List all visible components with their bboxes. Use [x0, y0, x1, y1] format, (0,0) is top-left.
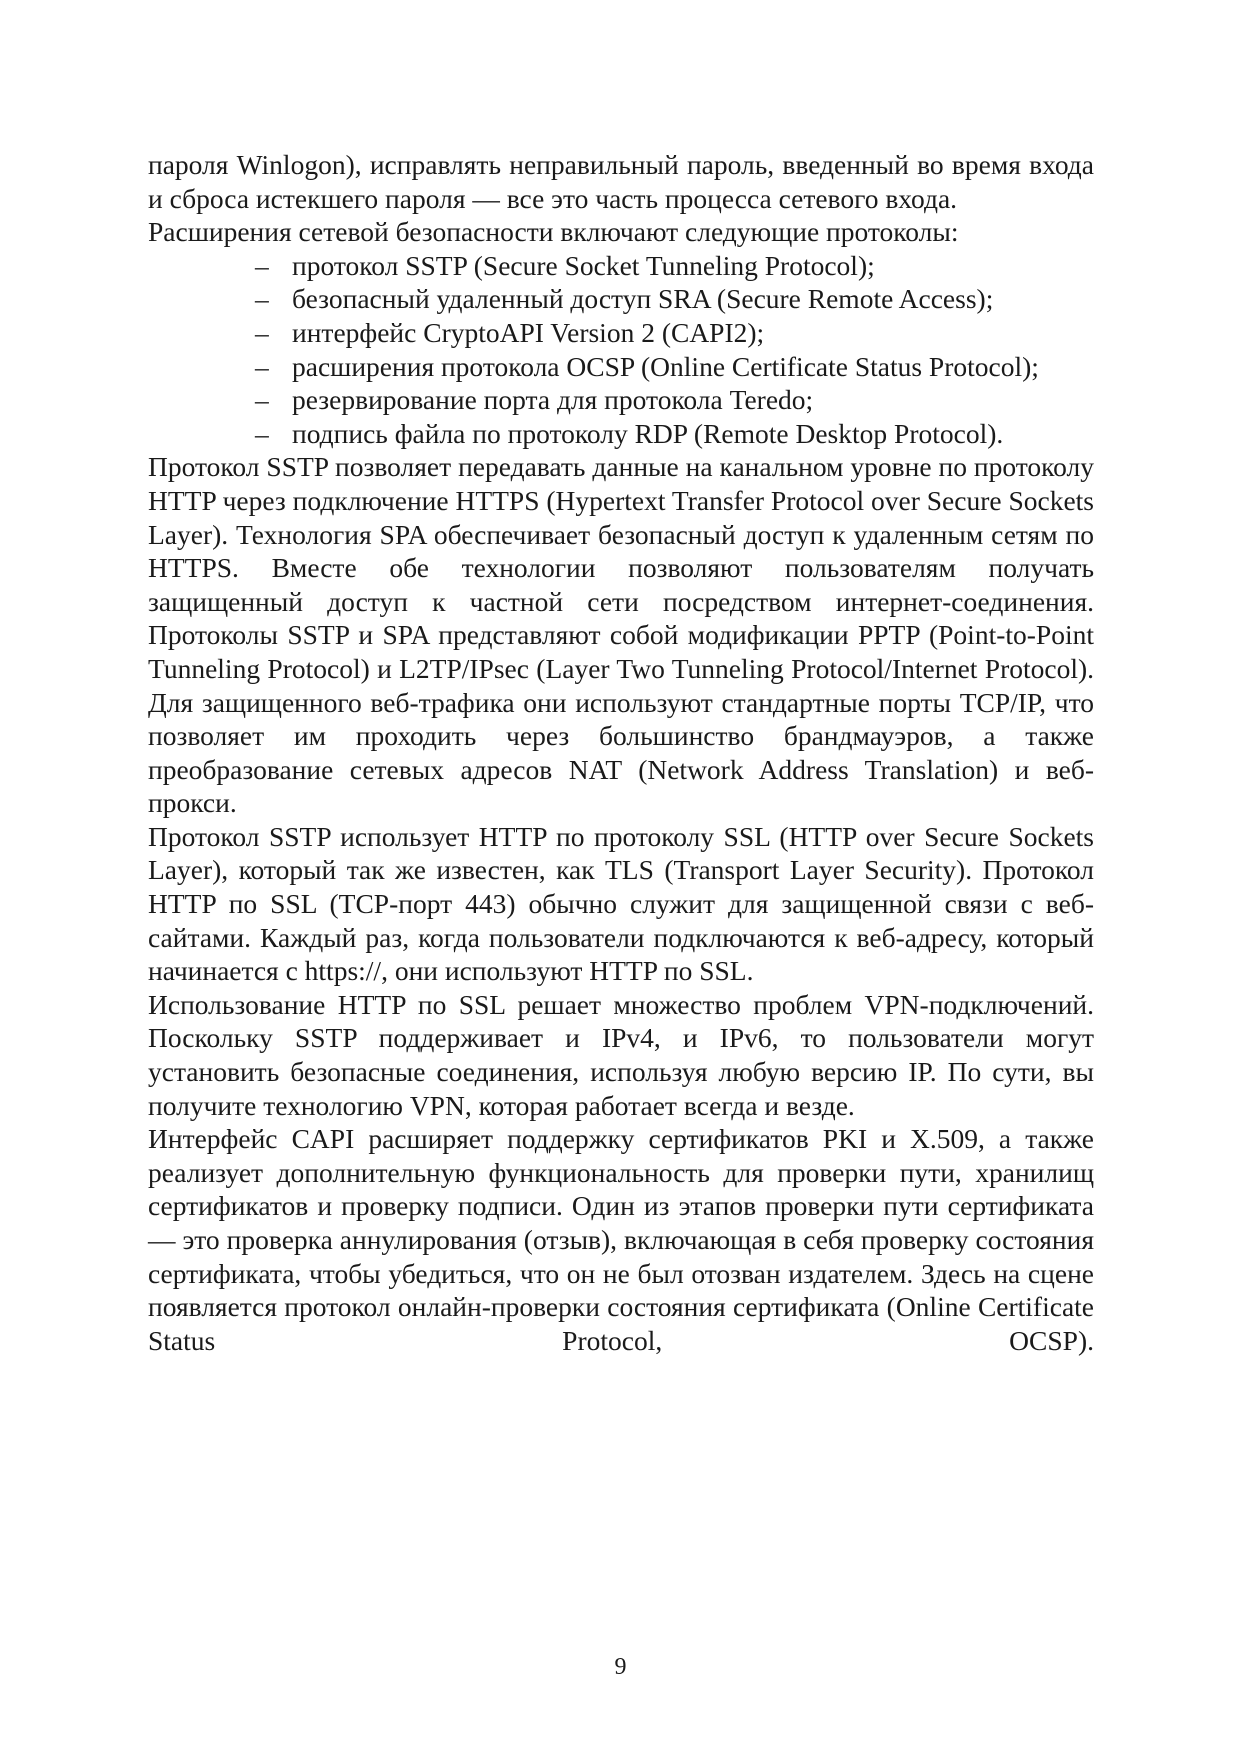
bullet-dash: – [255, 283, 269, 315]
paragraph-winlogon: пароля Winlogon), исправлять неправильный пароль, введенный во время входа и сброса истекшего пароля — все это часть процесса сетевого входа. [148, 149, 1094, 214]
list-item-text: подпись файла по протоколу RDP (Remote Desktop Protocol). [292, 417, 1004, 449]
list-item [255, 282, 1094, 316]
body-text [148, 148, 1094, 1357]
list-item-text: протокол SSTP (Secure Socket Tunneling Protocol); [292, 249, 875, 281]
list-item [255, 249, 1094, 283]
paragraph-sstp-ssl: Протокол SSTP использует HTTP по протоколу SSL (HTTP over Secure Sockets Layer), который так же известен, как TLS (Transport Layer Security). Протокол HTTP по SSL (TCP-порт 443) обычно служит для защищенной связи с веб-сайтами. Каждый раз, когда пользователи подключаются к веб-адресу, который начинается с https://, они используют HTTP по SSL. [148, 820, 1094, 987]
list-item [255, 417, 1094, 451]
bullet-dash: – [255, 384, 269, 416]
list-item [255, 316, 1094, 350]
bullet-dash: – [255, 249, 269, 281]
paragraph-sstp-overview: Протокол SSTP позволяет передавать данные на канальном уровне по протоколу HTTP через подключение HTTPS (Hypertext Transfer Protocol over Secure Sockets Layer). Технология SPA обеспечивает безопасный доступ к удаленным сетям по HTTPS. Вместе обе технологии позволяют пользователям получать защищенный доступ к частной сети посредством интернет-соединения. Протоколы SSTP и SPA представляют собой модификации PPTP (Point-to-Point Tunneling Protocol) и L2TP/IPsec (Layer Two Tunneling Protocol/Internet Protocol). Для защищенного веб-трафика они используют стандартные порты TCP/IP, что позволяет им проходить через большинство брандмауэров, а также преобразование сетевых адресов NAT (Network Address Translation) и веб-прокси. [148, 451, 1094, 819]
list-item-text: расширения протокола OCSP (Online Certificate Status Protocol); [292, 350, 1039, 382]
bullet-dash: – [255, 316, 269, 348]
bullet-dash: – [255, 417, 269, 449]
bullet-dash: – [255, 350, 269, 382]
list-item [255, 350, 1094, 384]
paragraph-capi: Интерфейс CAPI расширяет поддержку сертификатов PKI и X.509, а также реализует дополнительную функциональность для проверки пути, хранилищ сертификатов и проверку подписи. Один из этапов проверки пути сертификата — это проверка аннулирования (отзыв), включающая в себя проверку состояния сертификата, чтобы убедиться, что он не был отозван издателем. Здесь на сцене появляется протокол онлайн-проверки состояния сертификата (Online Certificate Status Protocol, OCSP). [148, 1123, 1094, 1356]
paragraph-http-over-ssl: Использование HTTP по SSL решает множество проблем VPN-подключений. Поскольку SSTP поддерживает и IPv4, и IPv6, то пользователи могут установить безопасные соединения, используя любую версию IP. По сути, вы получите технологию VPN, которая работает всегда и везде. [148, 988, 1094, 1121]
list-item-text: резервирование порта для протокола Teredo; [292, 384, 814, 416]
page-number: 9 [614, 1654, 627, 1680]
list-item-text: безопасный удаленный доступ SRA (Secure Remote Access); [292, 283, 994, 315]
paragraph-extensions-intro: Расширения сетевой безопасности включают следующие протоколы: [148, 216, 959, 248]
protocol-list [148, 249, 1094, 451]
list-item-text: интерфейс CryptoAPI Version 2 (CAPI2); [292, 316, 765, 348]
list-item [255, 383, 1094, 417]
